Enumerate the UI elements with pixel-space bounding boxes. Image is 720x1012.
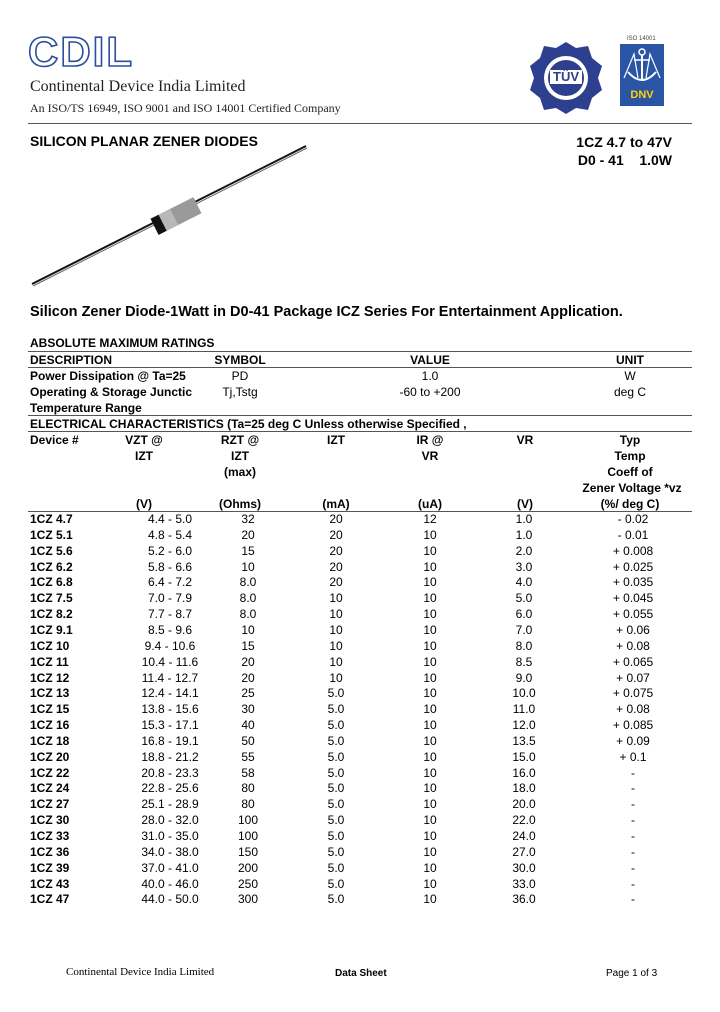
cell-temp-coeff: + 0.035 <box>612 575 654 590</box>
cell-vzt: 7.7 - 8.7 <box>147 607 193 622</box>
hdr-temp: Temp <box>614 449 646 463</box>
cell-device: 1CZ 6.8 <box>30 575 73 590</box>
hdr-zener-voltage: Zener Voltage *vz <box>582 481 682 495</box>
cell-rzt: 10 <box>241 559 255 574</box>
cell-device: 1CZ 5.1 <box>30 527 73 542</box>
hdr-device: Device # <box>30 433 79 447</box>
cell-vzt: 4.8 - 5.4 <box>147 527 193 542</box>
table-row <box>28 797 692 813</box>
cell-rzt: 58 <box>241 765 255 780</box>
unit-vr: (V) <box>517 497 533 511</box>
cell-vr: 30.0 <box>512 860 536 875</box>
cell-vr: 12.0 <box>512 718 536 733</box>
hdr-rzt: RZT @ <box>220 433 260 447</box>
table-row <box>28 702 692 718</box>
cell-device: 1CZ 36 <box>30 844 70 859</box>
hdr-rzt-izt: IZT <box>231 449 249 463</box>
diode-illustration <box>28 140 318 290</box>
cell-rzt: 80 <box>241 781 255 796</box>
col-description: DESCRIPTION <box>30 353 113 367</box>
cell-vzt: 18.8 - 21.2 <box>141 749 199 764</box>
cell-ir: 10 <box>423 797 437 812</box>
power-dissipation-symbol: PD <box>231 369 249 383</box>
cell-vr: 1.0 <box>515 527 533 542</box>
cell-device: 1CZ 7.5 <box>30 591 73 606</box>
cell-izt: 5.0 <box>327 702 345 717</box>
unit-coeff: (%/ deg C) <box>600 497 660 511</box>
cell-temp-coeff: - <box>631 892 635 907</box>
operating-temp-symbol: Tj,Tstg <box>222 385 258 399</box>
cell-izt: 10 <box>329 654 343 669</box>
cell-vr: 10.0 <box>512 686 536 701</box>
table-row <box>28 544 692 560</box>
abs-max-rule <box>28 351 692 352</box>
table-row <box>28 892 692 908</box>
cell-device: 1CZ 15 <box>30 702 70 717</box>
cell-rzt: 8.0 <box>239 607 257 622</box>
footer-page: Page 1 of 3 <box>606 968 658 979</box>
table-row <box>28 845 692 861</box>
cell-izt: 20 <box>329 543 343 558</box>
cell-temp-coeff: - <box>631 829 635 843</box>
cell-vzt: 7.0 - 7.9 <box>147 591 193 606</box>
cell-vr: 27.0 <box>512 844 536 859</box>
cell-device: 1CZ 9.1 <box>30 622 73 637</box>
cell-vr: 22.0 <box>512 813 536 828</box>
cell-device: 1CZ 43 <box>30 876 70 891</box>
cell-temp-coeff: - 0.02 <box>617 512 649 526</box>
cell-vzt: 5.2 - 6.0 <box>147 543 193 558</box>
abs-max-header-rule <box>28 367 692 368</box>
cell-ir: 10 <box>423 844 437 859</box>
cell-temp-coeff: + 0.08 <box>616 702 650 717</box>
cell-temp-coeff: + 0.085 <box>612 718 654 733</box>
unit-ua: (uA) <box>418 497 442 511</box>
power-dissipation-label: Power Dissipation @ Ta=25 <box>30 369 186 383</box>
cell-rzt: 20 <box>241 527 255 542</box>
table-row <box>28 861 692 877</box>
cell-vzt: 40.0 - 46.0 <box>141 876 199 891</box>
cell-rzt: 15 <box>241 543 255 558</box>
cell-vzt: 16.8 - 19.1 <box>141 733 199 748</box>
cell-izt: 5.0 <box>327 876 345 891</box>
hdr-ir-vr: VR <box>421 449 439 463</box>
cell-ir: 10 <box>423 622 437 637</box>
hdr-typ: Typ <box>619 433 641 447</box>
cell-ir: 10 <box>423 860 437 875</box>
cell-temp-coeff: - <box>631 813 635 828</box>
cell-device: 1CZ 24 <box>30 781 70 796</box>
hdr-max: (max) <box>223 465 256 479</box>
cell-izt: 20 <box>329 527 343 542</box>
operating-temp-label: Operating & Storage Junctic <box>30 385 193 399</box>
cell-temp-coeff: + 0.08 <box>616 638 650 653</box>
dnv-certification-badge <box>620 44 664 106</box>
cell-ir: 10 <box>423 733 437 748</box>
product-range-title <box>576 133 672 169</box>
cell-izt: 5.0 <box>327 844 345 859</box>
table-row <box>28 750 692 766</box>
cell-izt: 10 <box>329 607 343 622</box>
cell-vr: 24.0 <box>512 829 536 843</box>
cell-ir: 10 <box>423 765 437 780</box>
table-row <box>28 829 692 845</box>
table-row <box>28 512 692 528</box>
cell-vr: 2.0 <box>515 543 533 558</box>
cell-temp-coeff: + 0.07 <box>616 670 650 685</box>
application-title: Silicon Zener Diode-1Watt in D0-41 Package ICZ Series For Entertainment Application. <box>30 304 623 320</box>
cell-rzt: 8.0 <box>239 575 257 590</box>
cell-ir: 10 <box>423 892 437 907</box>
cell-ir: 12 <box>423 512 437 526</box>
cdil-logo: CDIL <box>28 28 134 75</box>
table-row <box>28 528 692 544</box>
power-dissipation-value: 1.0 <box>421 369 439 383</box>
unit-v: (V) <box>136 497 152 511</box>
table-row <box>28 560 692 576</box>
cell-temp-coeff: - <box>631 797 635 812</box>
cell-rzt: 32 <box>241 512 255 526</box>
product-family-title: SILICON PLANAR ZENER DIODES <box>30 133 258 149</box>
power-dissipation-unit: W <box>624 369 636 383</box>
cell-temp-coeff: + 0.025 <box>612 559 654 574</box>
cell-vr: 9.0 <box>515 670 533 685</box>
cell-vzt: 5.8 - 6.6 <box>147 559 193 574</box>
cell-ir: 10 <box>423 543 437 558</box>
cell-izt: 5.0 <box>327 797 345 812</box>
tuv-certification-badge <box>528 40 604 116</box>
cell-izt: 10 <box>329 670 343 685</box>
cell-vzt: 6.4 - 7.2 <box>147 575 193 590</box>
unit-ma: (mA) <box>322 497 350 511</box>
table-row <box>28 639 692 655</box>
table-row <box>28 813 692 829</box>
package-power: D0 - 41 1.0W <box>577 152 672 168</box>
abs-max-heading: ABSOLUTE MAXIMUM RATINGS <box>30 336 215 350</box>
cell-ir: 10 <box>423 718 437 733</box>
cell-device: 1CZ 30 <box>30 813 70 828</box>
cell-izt: 5.0 <box>327 733 345 748</box>
cell-izt: 10 <box>329 638 343 653</box>
table-row <box>28 671 692 687</box>
cell-device: 1CZ 6.2 <box>30 559 73 574</box>
hdr-ir: IR @ <box>416 433 444 447</box>
elec-heading: ELECTRICAL CHARACTERISTICS (Ta=25 deg C Unless otherwise Specified , <box>30 417 467 431</box>
cell-temp-coeff: + 0.065 <box>612 654 654 669</box>
cell-izt: 5.0 <box>327 765 345 780</box>
cell-vzt: 28.0 - 32.0 <box>141 813 199 828</box>
cell-rzt: 150 <box>237 844 259 859</box>
table-row <box>28 734 692 750</box>
col-unit: UNIT <box>616 353 644 367</box>
cell-rzt: 25 <box>241 686 255 701</box>
cell-device: 1CZ 5.6 <box>30 543 73 558</box>
cell-ir: 10 <box>423 876 437 891</box>
elec-top-rule <box>28 415 692 416</box>
cell-vzt: 11.4 - 12.7 <box>141 670 199 685</box>
cell-temp-coeff: + 0.045 <box>612 591 654 606</box>
cell-rzt: 100 <box>237 813 259 828</box>
cell-vr: 1.0 <box>515 512 533 526</box>
cell-temp-coeff: - <box>631 844 635 859</box>
operating-temp-value: -60 to +200 <box>399 385 461 399</box>
cell-vzt: 25.1 - 28.9 <box>141 797 199 812</box>
cell-ir: 10 <box>423 654 437 669</box>
cell-vzt: 31.0 - 35.0 <box>141 829 199 843</box>
cell-rzt: 20 <box>241 670 255 685</box>
cell-vzt: 13.8 - 15.6 <box>141 702 199 717</box>
cell-ir: 10 <box>423 813 437 828</box>
cell-ir: 10 <box>423 670 437 685</box>
cell-device: 1CZ 39 <box>30 860 70 875</box>
cell-temp-coeff: - <box>631 876 635 891</box>
cell-izt: 20 <box>329 512 343 526</box>
cell-temp-coeff: - 0.01 <box>617 527 649 542</box>
cell-ir: 10 <box>423 575 437 590</box>
cell-rzt: 80 <box>241 797 255 812</box>
anchor-icon <box>620 44 664 88</box>
cell-device: 1CZ 20 <box>30 749 70 764</box>
cell-izt: 5.0 <box>327 749 345 764</box>
hdr-vzt: VZT @ <box>125 433 163 447</box>
hdr-coeff: Coeff of <box>607 465 653 479</box>
table-row <box>28 686 692 702</box>
table-row <box>28 781 692 797</box>
hdr-vzt-izt: IZT <box>135 449 153 463</box>
cell-device: 1CZ 47 <box>30 892 70 907</box>
cell-temp-coeff: + 0.075 <box>612 686 654 701</box>
table-row <box>28 655 692 671</box>
footer-doc-type: Data Sheet <box>335 968 387 979</box>
company-tagline: An ISO/TS 16949, ISO 9001 and ISO 14001 Certified Company <box>30 101 341 115</box>
cell-vr: 5.0 <box>515 591 533 606</box>
cell-temp-coeff: + 0.06 <box>616 622 650 637</box>
cell-rzt: 30 <box>241 702 255 717</box>
table-row <box>28 623 692 639</box>
cell-temp-coeff: + 0.09 <box>616 733 650 748</box>
cell-rzt: 200 <box>237 860 259 875</box>
table-row <box>28 718 692 734</box>
cell-vzt: 10.4 - 11.6 <box>141 654 199 669</box>
cell-device: 1CZ 12 <box>30 670 70 685</box>
company-name: Continental Device India Limited <box>30 78 246 95</box>
cell-izt: 5.0 <box>327 718 345 733</box>
cell-ir: 10 <box>423 638 437 653</box>
cell-ir: 10 <box>423 527 437 542</box>
cell-izt: 5.0 <box>327 813 345 828</box>
cell-device: 1CZ 4.7 <box>30 512 73 526</box>
cell-vr: 8.0 <box>515 638 533 653</box>
cell-vzt: 20.8 - 23.3 <box>141 765 199 780</box>
cell-ir: 10 <box>423 702 437 717</box>
cell-rzt: 10 <box>241 622 255 637</box>
cell-rzt: 50 <box>241 733 255 748</box>
cell-vr: 6.0 <box>515 607 533 622</box>
cell-temp-coeff: + 0.008 <box>612 543 654 558</box>
cell-device: 1CZ 27 <box>30 797 70 812</box>
cell-temp-coeff: + 0.055 <box>612 607 654 622</box>
cell-vzt: 8.5 - 9.6 <box>147 622 193 637</box>
cell-temp-coeff: - <box>631 781 635 796</box>
cell-vr: 3.0 <box>515 559 533 574</box>
cell-vr: 8.5 <box>515 654 533 669</box>
cell-vzt: 15.3 - 17.1 <box>141 718 199 733</box>
cell-ir: 10 <box>423 686 437 701</box>
table-row <box>28 591 692 607</box>
cell-vr: 18.0 <box>512 781 536 796</box>
cell-temp-coeff: - <box>631 765 635 780</box>
cell-temp-coeff: - <box>631 860 635 875</box>
header-divider <box>28 123 692 124</box>
cell-rzt: 20 <box>241 654 255 669</box>
cell-rzt: 8.0 <box>239 591 257 606</box>
table-row <box>28 607 692 623</box>
elec-heading-rule <box>28 431 692 432</box>
operating-temp-unit: deg C <box>613 385 647 399</box>
cell-device: 1CZ 8.2 <box>30 607 73 622</box>
hdr-izt: IZT <box>327 433 345 447</box>
cell-izt: 10 <box>329 591 343 606</box>
table-row <box>28 575 692 591</box>
cell-device: 1CZ 18 <box>30 733 70 748</box>
cell-vr: 11.0 <box>512 702 536 717</box>
cell-ir: 10 <box>423 607 437 622</box>
cell-device: 1CZ 16 <box>30 718 70 733</box>
cell-vr: 20.0 <box>512 797 536 812</box>
footer-company: Continental Device India Limited <box>66 966 215 978</box>
operating-temp-label-2: Temperature Range <box>30 401 142 415</box>
unit-ohms: (Ohms) <box>219 497 261 511</box>
cell-vr: 4.0 <box>515 575 533 590</box>
cell-device: 1CZ 33 <box>30 829 70 843</box>
cell-ir: 10 <box>423 781 437 796</box>
cell-izt: 5.0 <box>327 860 345 875</box>
cell-izt: 20 <box>329 575 343 590</box>
cell-rzt: 55 <box>241 749 255 764</box>
cell-izt: 5.0 <box>327 892 345 907</box>
hdr-vr: VR <box>516 433 534 447</box>
voltage-range: 1CZ 4.7 to 47V <box>576 134 672 150</box>
cell-vr: 15.0 <box>512 749 536 764</box>
cell-vr: 36.0 <box>512 892 536 907</box>
cell-vzt: 4.4 - 5.0 <box>147 512 193 526</box>
cell-izt: 5.0 <box>327 829 345 843</box>
cell-ir: 10 <box>423 591 437 606</box>
cell-device: 1CZ 22 <box>30 765 70 780</box>
iso-small-label: ISO 14001 <box>627 36 656 42</box>
cell-rzt: 300 <box>237 892 259 907</box>
dnv-label: DNV <box>620 89 664 104</box>
cell-vr: 33.0 <box>512 876 536 891</box>
cell-vr: 13.5 <box>512 733 536 748</box>
cell-rzt: 40 <box>241 718 255 733</box>
cell-ir: 10 <box>423 829 437 843</box>
cell-rzt: 15 <box>241 638 255 653</box>
cell-ir: 10 <box>423 749 437 764</box>
cell-device: 1CZ 10 <box>30 638 70 653</box>
cell-izt: 10 <box>329 622 343 637</box>
table-row <box>28 766 692 782</box>
cell-izt: 5.0 <box>327 686 345 701</box>
cell-rzt: 250 <box>237 876 259 891</box>
table-row <box>28 877 692 893</box>
cell-vr: 16.0 <box>512 765 536 780</box>
cell-vzt: 44.0 - 50.0 <box>141 892 199 907</box>
tuv-label: TÜV <box>553 69 579 84</box>
cell-vzt: 34.0 - 38.0 <box>141 844 199 859</box>
cell-vr: 7.0 <box>515 622 533 637</box>
cell-rzt: 100 <box>237 829 259 843</box>
cell-device: 1CZ 11 <box>30 654 69 669</box>
cell-ir: 10 <box>423 559 437 574</box>
cell-vzt: 12.4 - 14.1 <box>141 686 199 701</box>
cell-vzt: 37.0 - 41.0 <box>141 860 199 875</box>
cell-vzt: 9.4 - 10.6 <box>144 638 196 653</box>
cell-temp-coeff: + 0.1 <box>619 749 647 764</box>
col-symbol: SYMBOL <box>214 353 266 367</box>
cell-vzt: 22.8 - 25.6 <box>141 781 199 796</box>
col-value: VALUE <box>410 353 450 367</box>
cell-izt: 20 <box>329 559 343 574</box>
cell-device: 1CZ 13 <box>30 686 70 701</box>
cell-izt: 5.0 <box>327 781 345 796</box>
